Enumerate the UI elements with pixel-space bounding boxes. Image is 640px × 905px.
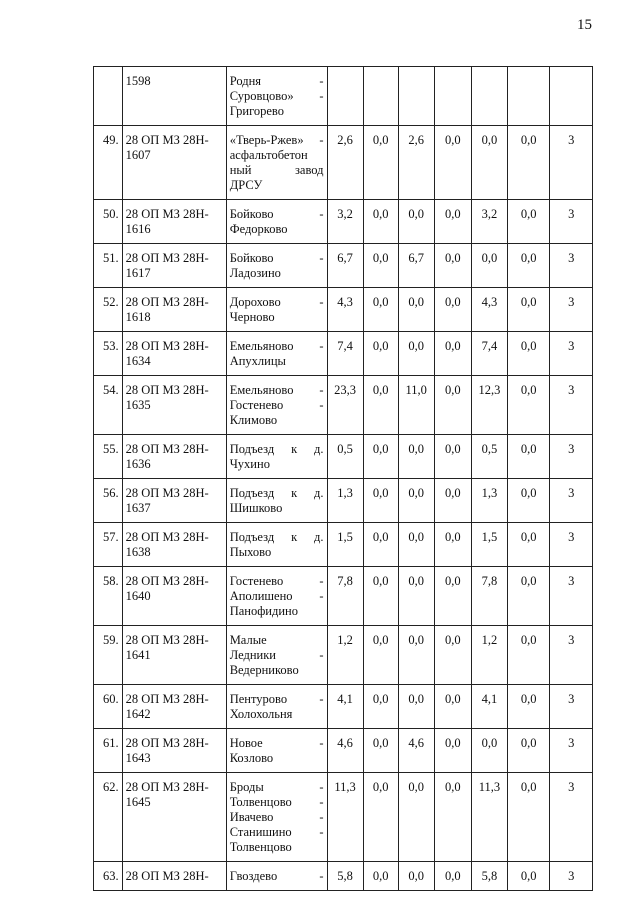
road-name-line: асфальтобетон [229,148,308,162]
road-name [226,523,327,567]
road-code [122,244,226,288]
value-cell: 0,0 [398,435,434,479]
value-cell: 6,7 [398,244,434,288]
road-code-line: 1634 [125,354,151,368]
table-body [94,67,593,891]
value-cell: 2,6 [398,126,434,200]
value-cell: 0,0 [508,773,550,862]
value-cell: 3 [550,376,593,435]
value-cell [327,67,363,126]
road-code [122,729,226,773]
value-cell: 0,0 [398,773,434,862]
row-number: 50. [94,200,123,244]
row-number: 57. [94,523,123,567]
road-code-line: 1617 [125,266,151,280]
value-cell: 7,4 [327,332,363,376]
value-cell [508,67,550,126]
road-name [226,567,327,626]
road-code [122,288,226,332]
value-cell: 0,0 [434,567,471,626]
road-name [226,126,327,200]
value-cell [550,67,593,126]
value-cell: 3 [550,862,593,891]
road-name-line: Емельяново - [229,339,324,353]
road-code-line: 1643 [125,751,151,765]
road-name-line: Аполишено - [229,589,324,603]
table-row [94,567,593,626]
value-cell: 0,0 [508,200,550,244]
road-code-line: 28 ОП МЗ 28Н- [125,530,209,544]
road-code-line: 28 ОП МЗ 28Н- [125,295,209,309]
road-code [122,523,226,567]
value-cell: 0,0 [434,126,471,200]
value-cell: 3 [550,435,593,479]
road-name-line: «Тверь-Ржев» - [229,133,324,147]
road-code-line: 28 ОП МЗ 28Н- [125,133,209,147]
value-cell: 3 [550,332,593,376]
road-code-line: 1641 [125,648,151,662]
value-cell: 0,0 [434,376,471,435]
value-cell [363,67,398,126]
page-number: 15 [577,17,592,33]
table-row [94,773,593,862]
table-row [94,244,593,288]
road-name-line: Подъезд к д. [229,486,324,500]
road-name-line: Ледники - [229,648,324,662]
road-name [226,626,327,685]
value-cell: 0,0 [434,200,471,244]
road-name-line: ДРСУ [229,178,263,192]
road-name [226,729,327,773]
value-cell: 0,0 [398,567,434,626]
road-code-line: 1636 [125,457,151,471]
value-cell: 0,0 [398,626,434,685]
value-cell: 0,0 [434,244,471,288]
road-name-line: Козлово [229,751,274,765]
road-code-line: 28 ОП МЗ 28Н- [125,442,209,456]
road-name-line: Федорково [229,222,288,236]
road-name-line: Подъезд к д. [229,530,324,544]
value-cell: 3 [550,288,593,332]
road-code-line: 28 ОП МЗ 28Н- [125,633,209,647]
road-code-line: 28 ОП МЗ 28Н- [125,869,209,883]
value-cell: 0,0 [363,626,398,685]
road-code-line: 1640 [125,589,151,603]
road-name-line: ный завод [229,163,324,177]
road-name-line: Подъезд к д. [229,442,324,456]
road-name-line: Гостенево - [229,398,324,412]
table-row [94,626,593,685]
road-code [122,332,226,376]
road-name-line: Дорохово - [229,295,324,309]
road-name-line: Гостенево - [229,574,324,588]
value-cell: 0,0 [363,685,398,729]
row-number: 58. [94,567,123,626]
road-code-line: 1638 [125,545,151,559]
row-number: 60. [94,685,123,729]
road-name [226,200,327,244]
value-cell: 6,7 [327,244,363,288]
value-cell: 0,0 [508,523,550,567]
value-cell: 0,0 [508,479,550,523]
road-name-line: Ведерниково [229,663,299,677]
value-cell: 23,3 [327,376,363,435]
value-cell: 4,1 [471,685,507,729]
value-cell: 0,0 [508,332,550,376]
row-number: 54. [94,376,123,435]
road-code-line: 1645 [125,795,151,809]
road-name [226,479,327,523]
table-row [94,523,593,567]
road-name-line: Черново [229,310,275,324]
road-code-line: 1598 [125,74,151,88]
road-code [122,67,226,126]
value-cell: 11,0 [398,376,434,435]
value-cell: 12,3 [471,376,507,435]
value-cell: 5,8 [327,862,363,891]
table-row [94,376,593,435]
road-name-line: Ладозино [229,266,281,280]
road-name-line: Бойково - [229,207,324,221]
road-name-line: Броды - [229,780,324,794]
road-code [122,435,226,479]
row-number: 63. [94,862,123,891]
value-cell: 0,0 [508,288,550,332]
road-name-line: Бойково - [229,251,324,265]
value-cell: 0,0 [398,332,434,376]
value-cell [434,67,471,126]
value-cell: 3 [550,479,593,523]
row-number: 51. [94,244,123,288]
value-cell: 7,8 [471,567,507,626]
road-name [226,773,327,862]
value-cell: 3,2 [327,200,363,244]
road-name-line: Толвенцово - [229,795,324,809]
road-code-line: 28 ОП МЗ 28Н- [125,574,209,588]
road-code-line: 1607 [125,148,151,162]
road-name [226,685,327,729]
road-name-line: Апухлицы [229,354,286,368]
value-cell: 0,0 [398,288,434,332]
road-name [226,244,327,288]
value-cell: 0,0 [398,523,434,567]
table-row [94,862,593,891]
road-code-line: 28 ОП МЗ 28Н- [125,736,209,750]
road-name-line: Малые [229,633,267,647]
value-cell: 7,8 [327,567,363,626]
value-cell: 3 [550,685,593,729]
value-cell: 5,8 [471,862,507,891]
road-code [122,685,226,729]
table-row [94,200,593,244]
value-cell: 0,0 [508,626,550,685]
value-cell: 0,0 [508,435,550,479]
value-cell: 0,0 [508,567,550,626]
road-code-line: 28 ОП МЗ 28Н- [125,780,209,794]
value-cell: 0,0 [398,862,434,891]
road-code [122,862,226,891]
road-code-line: 28 ОП МЗ 28Н- [125,692,209,706]
road-code [122,626,226,685]
value-cell: 0,0 [398,200,434,244]
road-name-line: Новое - [229,736,324,750]
road-name-line: Пентурово - [229,692,324,706]
value-cell: 0,0 [508,376,550,435]
road-code [122,479,226,523]
road-code [122,200,226,244]
road-code [122,126,226,200]
value-cell: 0,0 [471,126,507,200]
value-cell: 1,3 [471,479,507,523]
value-cell: 1,3 [327,479,363,523]
row-number: 55. [94,435,123,479]
value-cell: 0,0 [363,862,398,891]
value-cell: 3 [550,773,593,862]
table-row [94,435,593,479]
value-cell: 0,0 [434,729,471,773]
value-cell: 0,0 [363,376,398,435]
road-name-line: Емельяново - [229,383,324,397]
value-cell: 4,3 [471,288,507,332]
road-code-line: 1642 [125,707,151,721]
value-cell: 0,0 [471,244,507,288]
value-cell: 3 [550,729,593,773]
row-number: 49. [94,126,123,200]
road-name-line: Шишково [229,501,283,515]
row-number: 52. [94,288,123,332]
value-cell: 0,0 [363,244,398,288]
value-cell: 0,0 [471,729,507,773]
road-name-line: Родня - [229,74,324,88]
value-cell: 4,3 [327,288,363,332]
value-cell: 0,0 [508,685,550,729]
value-cell: 1,5 [471,523,507,567]
table-row [94,288,593,332]
value-cell: 0,0 [363,479,398,523]
value-cell: 0,0 [363,523,398,567]
row-number: 62. [94,773,123,862]
value-cell: 0,0 [363,200,398,244]
value-cell: 11,3 [471,773,507,862]
value-cell: 0,0 [363,567,398,626]
road-code [122,567,226,626]
road-name-line: Григорево [229,104,284,118]
value-cell: 0,0 [363,288,398,332]
road-name-line: Холохольня [229,707,293,721]
road-code-line: 28 ОП МЗ 28Н- [125,251,209,265]
value-cell: 1,2 [471,626,507,685]
value-cell: 0,0 [363,773,398,862]
row-number [94,67,123,126]
value-cell: 0,0 [434,626,471,685]
road-name [226,435,327,479]
value-cell [398,67,434,126]
value-cell: 4,6 [398,729,434,773]
value-cell: 0,0 [508,862,550,891]
value-cell: 0,0 [363,435,398,479]
road-name-line: Ивачево - [229,810,324,824]
value-cell: 0,0 [508,126,550,200]
road-code-line: 1635 [125,398,151,412]
road-name-line: Суровцово» - [229,89,324,103]
value-cell: 3 [550,244,593,288]
table-row [94,67,593,126]
value-cell: 0,5 [327,435,363,479]
value-cell: 0,0 [434,773,471,862]
value-cell: 0,0 [398,685,434,729]
value-cell: 1,2 [327,626,363,685]
value-cell: 0,0 [508,244,550,288]
road-name-line: Гвоздево - [229,869,324,883]
value-cell: 0,5 [471,435,507,479]
value-cell: 3 [550,567,593,626]
road-code-line: 28 ОП МЗ 28Н- [125,383,209,397]
table-row [94,729,593,773]
road-name-line: Толвенцово [229,840,292,854]
value-cell: 0,0 [508,729,550,773]
row-number: 59. [94,626,123,685]
row-number: 61. [94,729,123,773]
row-number: 53. [94,332,123,376]
value-cell: 0,0 [434,332,471,376]
value-cell: 0,0 [434,435,471,479]
value-cell: 1,5 [327,523,363,567]
value-cell: 3 [550,626,593,685]
value-cell: 0,0 [363,332,398,376]
value-cell: 3 [550,200,593,244]
value-cell: 0,0 [434,288,471,332]
road-code [122,773,226,862]
value-cell: 4,6 [327,729,363,773]
road-code-line: 1618 [125,310,151,324]
road-name-line: Чухино [229,457,270,471]
value-cell: 3 [550,523,593,567]
road-name-line: Панофидино [229,604,298,618]
value-cell: 3 [550,126,593,200]
value-cell: 2,6 [327,126,363,200]
value-cell: 0,0 [434,862,471,891]
value-cell: 7,4 [471,332,507,376]
road-code [122,376,226,435]
value-cell: 0,0 [434,685,471,729]
value-cell [471,67,507,126]
table-row [94,685,593,729]
road-name-line: Станишино - [229,825,324,839]
road-code-line: 28 ОП МЗ 28Н- [125,486,209,500]
value-cell: 0,0 [363,126,398,200]
value-cell: 11,3 [327,773,363,862]
value-cell: 0,0 [434,479,471,523]
value-cell: 3,2 [471,200,507,244]
road-name-line: Климово [229,413,278,427]
value-cell: 4,1 [327,685,363,729]
road-name [226,376,327,435]
road-name [226,332,327,376]
road-code-line: 1616 [125,222,151,236]
road-code-line: 28 ОП МЗ 28Н- [125,207,209,221]
table-row [94,479,593,523]
row-number: 56. [94,479,123,523]
roads-table [93,66,593,891]
road-code-line: 28 ОП МЗ 28Н- [125,339,209,353]
value-cell: 0,0 [363,729,398,773]
table-row [94,332,593,376]
table-row [94,126,593,200]
road-name [226,862,327,891]
road-name-line: Пыхово [229,545,272,559]
value-cell: 0,0 [398,479,434,523]
road-name [226,67,327,126]
road-name [226,288,327,332]
road-code-line: 1637 [125,501,151,515]
value-cell: 0,0 [434,523,471,567]
